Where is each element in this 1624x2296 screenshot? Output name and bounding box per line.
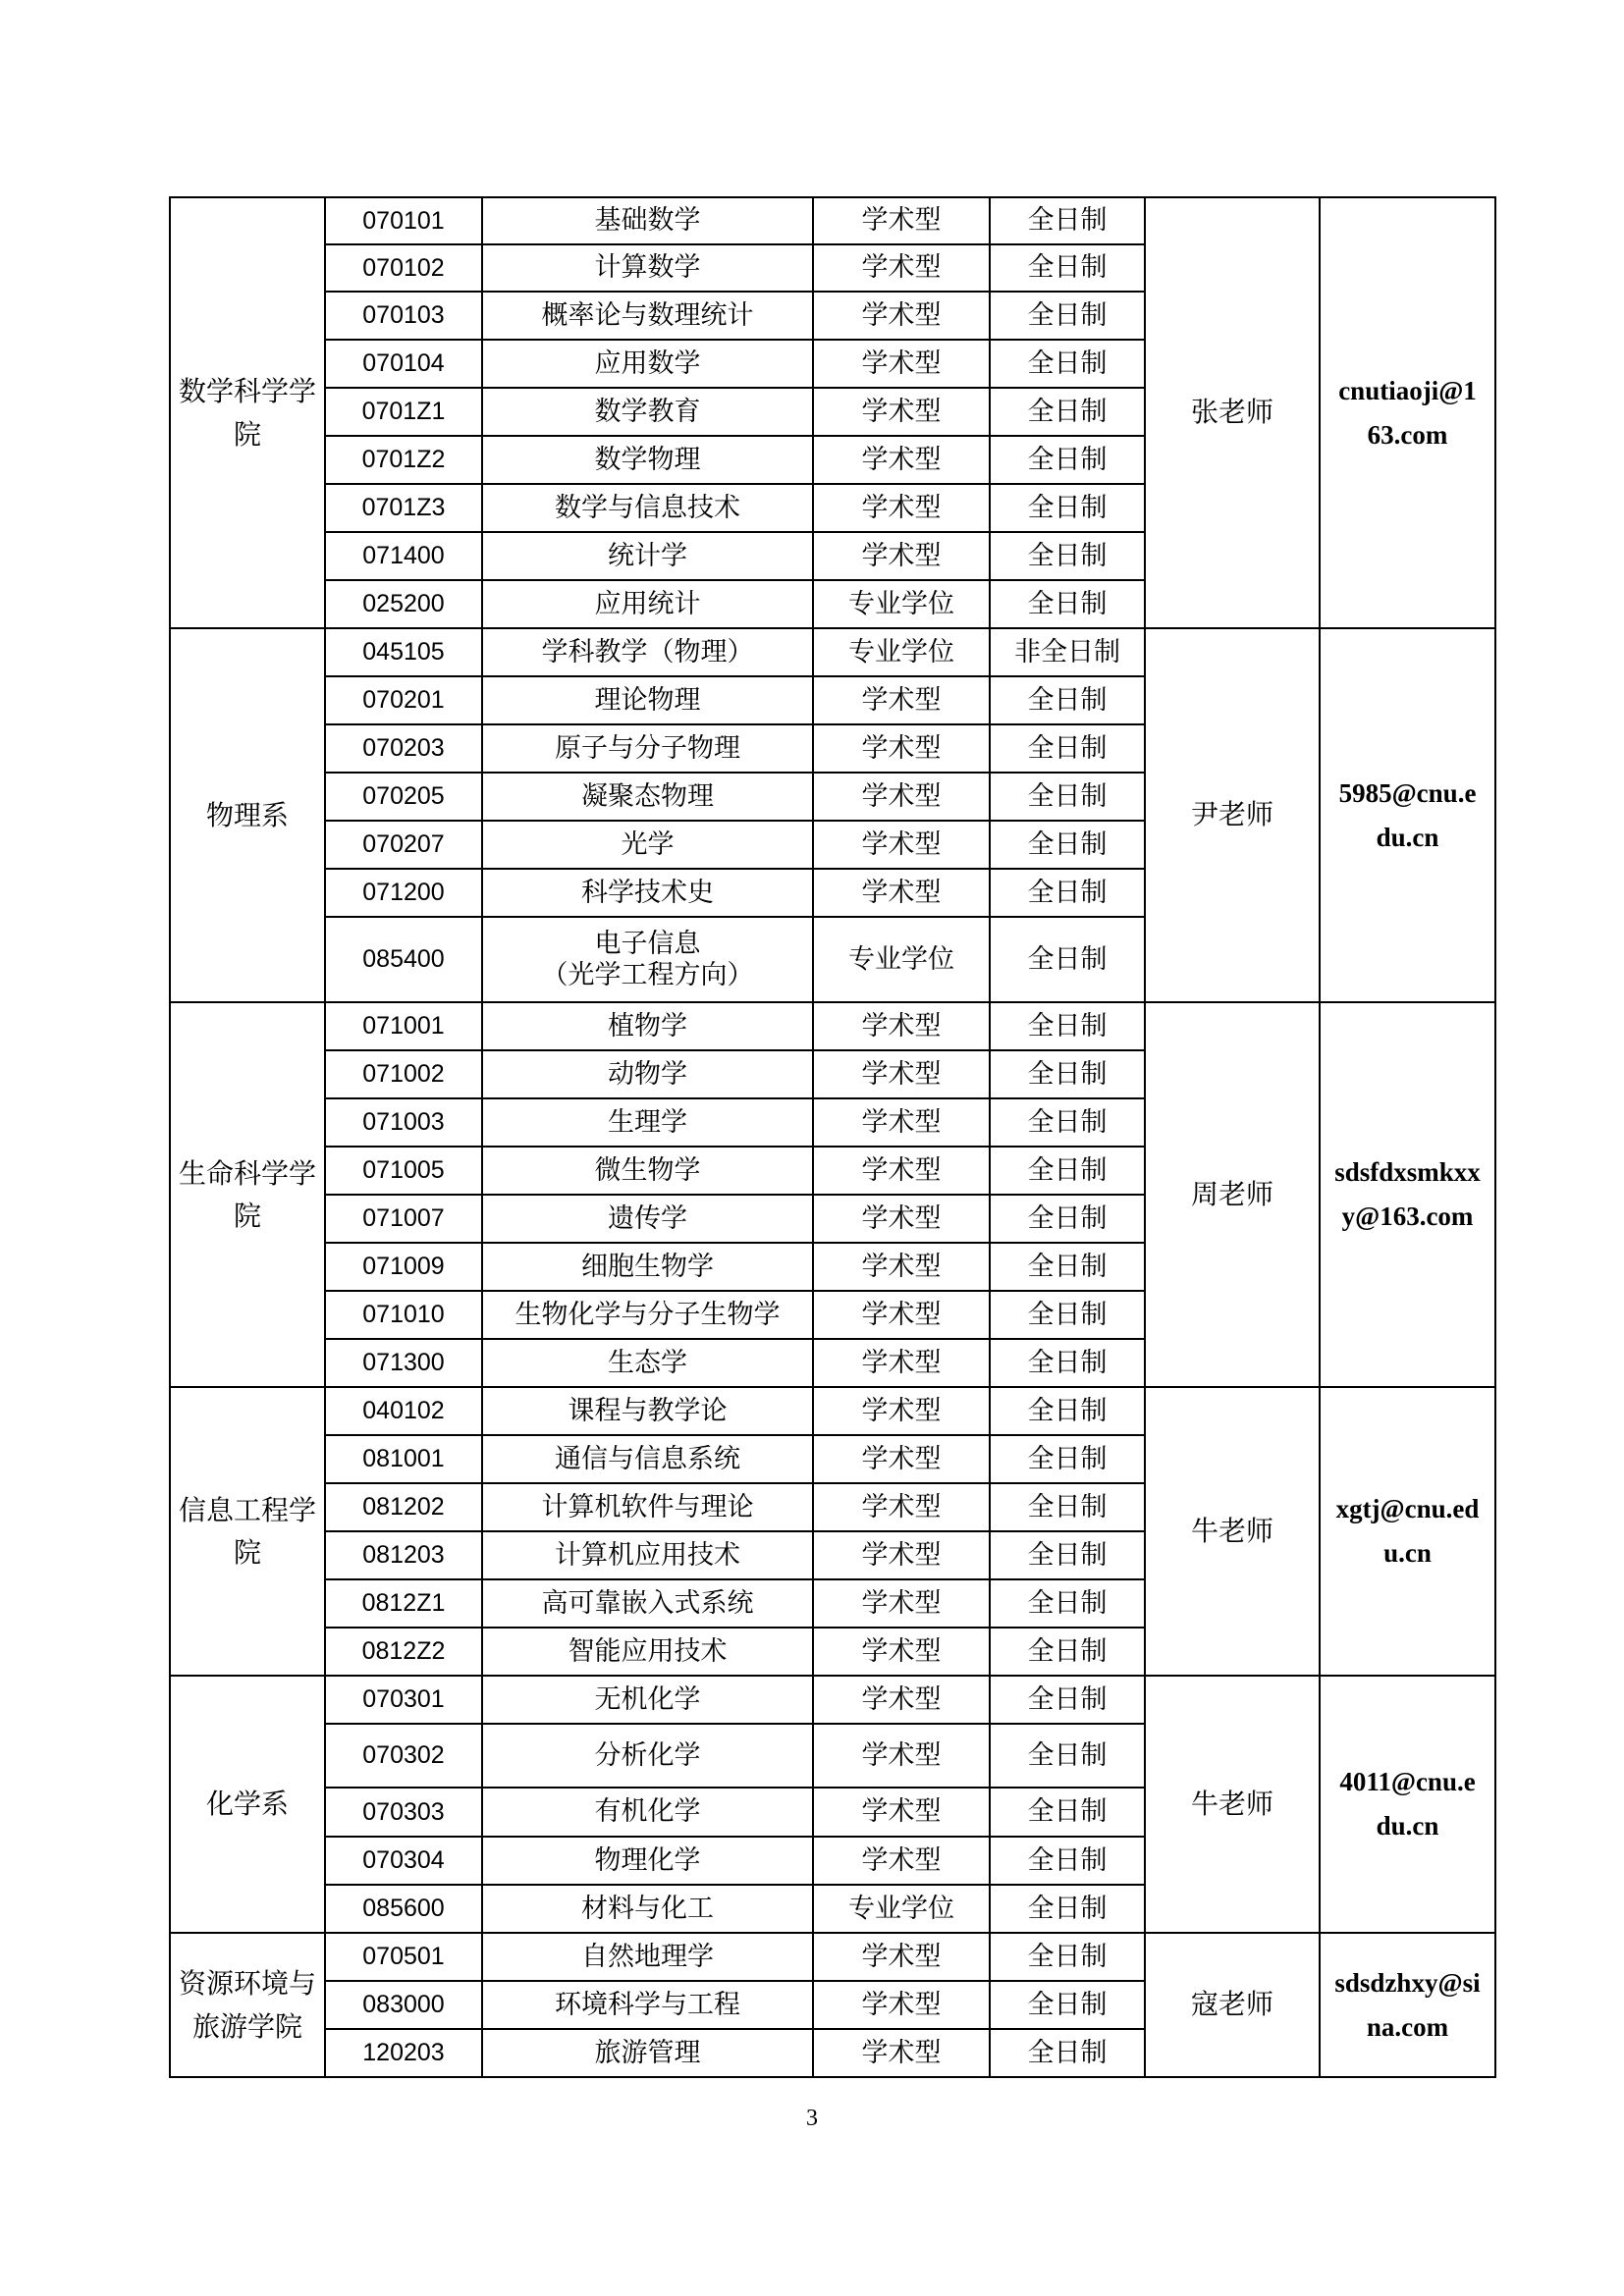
- table-row: [170, 1933, 1495, 1981]
- study-mode-cell: 全日制: [990, 1885, 1145, 1933]
- study-mode-cell: 全日制: [990, 1195, 1145, 1243]
- major-code-cell: 070304: [325, 1837, 482, 1885]
- major-code-cell: 071400: [325, 532, 482, 580]
- contact-teacher-cell: 尹老师: [1145, 628, 1320, 1002]
- degree-type-cell: 学术型: [813, 1981, 990, 2029]
- study-mode-cell: 全日制: [990, 1531, 1145, 1579]
- major-name-cell: 生态学: [482, 1339, 813, 1387]
- degree-type-cell: 学术型: [813, 1788, 990, 1837]
- major-code-cell: 081001: [325, 1435, 482, 1483]
- major-code-cell: 081203: [325, 1531, 482, 1579]
- major-name-cell: 计算数学: [482, 244, 813, 292]
- major-name-cell: 高可靠嵌入式系统: [482, 1579, 813, 1628]
- major-code-cell: 120203: [325, 2029, 482, 2077]
- degree-type-cell: 学术型: [813, 388, 990, 436]
- degree-type-cell: 学术型: [813, 244, 990, 292]
- major-code-cell: 085400: [325, 917, 482, 1002]
- contact-email-cell: sdsdzhxy@sina.com: [1320, 1933, 1495, 2077]
- degree-type-cell: 学术型: [813, 1676, 990, 1724]
- degree-type-cell: 学术型: [813, 292, 990, 340]
- study-mode-cell: 全日制: [990, 1291, 1145, 1339]
- degree-type-cell: 专业学位: [813, 628, 990, 676]
- degree-type-cell: 学术型: [813, 1933, 990, 1981]
- contact-email-cell: sdsfdxsmkxxy@163.com: [1320, 1002, 1495, 1387]
- study-mode-cell: 全日制: [990, 1002, 1145, 1050]
- degree-type-cell: 学术型: [813, 1050, 990, 1098]
- study-mode-cell: 全日制: [990, 917, 1145, 1002]
- major-code-cell: 071009: [325, 1243, 482, 1291]
- major-name-cell: 光学: [482, 821, 813, 869]
- degree-type-cell: 学术型: [813, 724, 990, 773]
- major-code-cell: 070101: [325, 197, 482, 244]
- major-name-cell: 应用统计: [482, 580, 813, 628]
- major-code-cell: 0701Z1: [325, 388, 482, 436]
- major-code-cell: 070501: [325, 1933, 482, 1981]
- study-mode-cell: 全日制: [990, 1387, 1145, 1435]
- degree-type-cell: 学术型: [813, 197, 990, 244]
- major-code-cell: 070102: [325, 244, 482, 292]
- major-name-cell: 动物学: [482, 1050, 813, 1098]
- page-number: 3: [806, 2106, 818, 2131]
- major-name-cell: 基础数学: [482, 197, 813, 244]
- department-cell: 数学科学学院: [170, 197, 325, 628]
- study-mode-cell: 全日制: [990, 532, 1145, 580]
- degree-type-cell: 学术型: [813, 1387, 990, 1435]
- study-mode-cell: 全日制: [990, 1147, 1145, 1195]
- department-cell: 化学系: [170, 1676, 325, 1933]
- contact-email-cell: 5985@cnu.edu.cn: [1320, 628, 1495, 1002]
- major-code-cell: 070104: [325, 340, 482, 388]
- study-mode-cell: 非全日制: [990, 628, 1145, 676]
- contact-teacher-cell: 牛老师: [1145, 1387, 1320, 1676]
- table-row: [170, 1387, 1495, 1435]
- degree-type-cell: 学术型: [813, 484, 990, 532]
- major-code-cell: 071002: [325, 1050, 482, 1098]
- degree-type-cell: 学术型: [813, 340, 990, 388]
- study-mode-cell: 全日制: [990, 340, 1145, 388]
- study-mode-cell: 全日制: [990, 244, 1145, 292]
- major-code-cell: 071001: [325, 1002, 482, 1050]
- table-row: [170, 1002, 1495, 1050]
- degree-type-cell: 专业学位: [813, 917, 990, 1002]
- degree-type-cell: 学术型: [813, 532, 990, 580]
- contact-email-cell: 4011@cnu.edu.cn: [1320, 1676, 1495, 1933]
- study-mode-cell: 全日制: [990, 724, 1145, 773]
- degree-type-cell: 学术型: [813, 1628, 990, 1676]
- major-name-cell: 凝聚态物理: [482, 773, 813, 821]
- major-name-cell: 物理化学: [482, 1837, 813, 1885]
- study-mode-cell: 全日制: [990, 1724, 1145, 1788]
- major-name-cell: 生物化学与分子生物学: [482, 1291, 813, 1339]
- major-name-cell: 自然地理学: [482, 1933, 813, 1981]
- major-name-cell: 理论物理: [482, 676, 813, 724]
- major-code-cell: 040102: [325, 1387, 482, 1435]
- study-mode-cell: 全日制: [990, 1933, 1145, 1981]
- department-cell: 物理系: [170, 628, 325, 1002]
- major-code-cell: 071200: [325, 869, 482, 917]
- major-code-cell: 070205: [325, 773, 482, 821]
- contact-teacher-cell: 张老师: [1145, 197, 1320, 628]
- study-mode-cell: 全日制: [990, 197, 1145, 244]
- major-code-cell: 081202: [325, 1483, 482, 1531]
- major-code-cell: 070303: [325, 1788, 482, 1837]
- study-mode-cell: 全日制: [990, 1098, 1145, 1147]
- major-code-cell: 071010: [325, 1291, 482, 1339]
- major-name-cell: 遗传学: [482, 1195, 813, 1243]
- contact-email-cell: xgtj@cnu.edu.cn: [1320, 1387, 1495, 1676]
- department-cell: 信息工程学院: [170, 1387, 325, 1676]
- degree-type-cell: 学术型: [813, 1579, 990, 1628]
- major-name-cell: 数学物理: [482, 436, 813, 484]
- major-code-cell: 045105: [325, 628, 482, 676]
- major-name-cell: 原子与分子物理: [482, 724, 813, 773]
- degree-type-cell: 学术型: [813, 1724, 990, 1788]
- major-name-cell: 无机化学: [482, 1676, 813, 1724]
- department-cell: 资源环境与旅游学院: [170, 1933, 325, 2077]
- major-name-cell: 环境科学与工程: [482, 1981, 813, 2029]
- degree-type-cell: 学术型: [813, 1243, 990, 1291]
- degree-type-cell: 学术型: [813, 1002, 990, 1050]
- contact-teacher-cell: 牛老师: [1145, 1676, 1320, 1933]
- study-mode-cell: 全日制: [990, 580, 1145, 628]
- study-mode-cell: 全日制: [990, 436, 1145, 484]
- major-code-cell: 071007: [325, 1195, 482, 1243]
- study-mode-cell: 全日制: [990, 869, 1145, 917]
- study-mode-cell: 全日制: [990, 1435, 1145, 1483]
- enrollment-table: [169, 196, 1496, 2078]
- study-mode-cell: 全日制: [990, 1483, 1145, 1531]
- major-name-cell: [482, 917, 813, 1002]
- major-code-cell: 070203: [325, 724, 482, 773]
- table-row: [170, 197, 1495, 244]
- enrollment-table-container: [169, 196, 1496, 2078]
- degree-type-cell: 学术型: [813, 1837, 990, 1885]
- degree-type-cell: 学术型: [813, 821, 990, 869]
- study-mode-cell: 全日制: [990, 292, 1145, 340]
- major-code-cell: 070201: [325, 676, 482, 724]
- major-code-cell: 085600: [325, 1885, 482, 1933]
- degree-type-cell: 学术型: [813, 436, 990, 484]
- major-name-cell: 生理学: [482, 1098, 813, 1147]
- major-name-cell: 旅游管理: [482, 2029, 813, 2077]
- study-mode-cell: 全日制: [990, 1981, 1145, 2029]
- major-code-cell: 0812Z2: [325, 1628, 482, 1676]
- major-name-cell: 微生物学: [482, 1147, 813, 1195]
- major-code-cell: 070103: [325, 292, 482, 340]
- major-name-line: 电子信息: [594, 929, 701, 960]
- major-name-cell: 数学与信息技术: [482, 484, 813, 532]
- study-mode-cell: 全日制: [990, 821, 1145, 869]
- degree-type-cell: 学术型: [813, 1291, 990, 1339]
- major-code-cell: 071300: [325, 1339, 482, 1387]
- study-mode-cell: 全日制: [990, 676, 1145, 724]
- major-code-cell: 070302: [325, 1724, 482, 1788]
- contact-email-cell: cnutiaoji@163.com: [1320, 197, 1495, 628]
- major-name-cell: 统计学: [482, 532, 813, 580]
- contact-teacher-cell: 周老师: [1145, 1002, 1320, 1387]
- study-mode-cell: 全日制: [990, 1579, 1145, 1628]
- major-code-cell: 070207: [325, 821, 482, 869]
- degree-type-cell: 专业学位: [813, 580, 990, 628]
- major-name-cell: 有机化学: [482, 1788, 813, 1837]
- major-code-cell: 0812Z1: [325, 1579, 482, 1628]
- degree-type-cell: 专业学位: [813, 1885, 990, 1933]
- major-name-cell: 计算机应用技术: [482, 1531, 813, 1579]
- major-name-cell: 智能应用技术: [482, 1628, 813, 1676]
- degree-type-cell: 学术型: [813, 1195, 990, 1243]
- study-mode-cell: 全日制: [990, 484, 1145, 532]
- major-code-cell: 070301: [325, 1676, 482, 1724]
- major-code-cell: 0701Z2: [325, 436, 482, 484]
- degree-type-cell: 学术型: [813, 1531, 990, 1579]
- degree-type-cell: 学术型: [813, 1147, 990, 1195]
- degree-type-cell: 学术型: [813, 1435, 990, 1483]
- study-mode-cell: 全日制: [990, 1837, 1145, 1885]
- major-name-cell: 应用数学: [482, 340, 813, 388]
- study-mode-cell: 全日制: [990, 773, 1145, 821]
- major-name-cell: 材料与化工: [482, 1885, 813, 1933]
- study-mode-cell: 全日制: [990, 1628, 1145, 1676]
- major-name-cell: 概率论与数理统计: [482, 292, 813, 340]
- degree-type-cell: 学术型: [813, 1339, 990, 1387]
- study-mode-cell: 全日制: [990, 1050, 1145, 1098]
- major-name-cell: 数学教育: [482, 388, 813, 436]
- degree-type-cell: 学术型: [813, 1483, 990, 1531]
- major-name-cell: 课程与教学论: [482, 1387, 813, 1435]
- degree-type-cell: 学术型: [813, 676, 990, 724]
- major-name-subline: （光学工程方向）: [541, 959, 754, 990]
- degree-type-cell: 学术型: [813, 1098, 990, 1147]
- degree-type-cell: 学术型: [813, 869, 990, 917]
- major-code-cell: 083000: [325, 1981, 482, 2029]
- study-mode-cell: 全日制: [990, 2029, 1145, 2077]
- degree-type-cell: 学术型: [813, 773, 990, 821]
- major-name-cell: 通信与信息系统: [482, 1435, 813, 1483]
- major-code-cell: 025200: [325, 580, 482, 628]
- study-mode-cell: 全日制: [990, 388, 1145, 436]
- contact-teacher-cell: 寇老师: [1145, 1933, 1320, 2077]
- department-cell: 生命科学学院: [170, 1002, 325, 1387]
- study-mode-cell: 全日制: [990, 1243, 1145, 1291]
- major-name-cell: 分析化学: [482, 1724, 813, 1788]
- table-row: [170, 628, 1495, 676]
- major-name-cell: 学科教学（物理）: [482, 628, 813, 676]
- major-code-cell: 071003: [325, 1098, 482, 1147]
- major-code-cell: 0701Z3: [325, 484, 482, 532]
- major-name-cell: 计算机软件与理论: [482, 1483, 813, 1531]
- study-mode-cell: 全日制: [990, 1339, 1145, 1387]
- major-name-cell: 植物学: [482, 1002, 813, 1050]
- table-row: [170, 1676, 1495, 1724]
- study-mode-cell: 全日制: [990, 1676, 1145, 1724]
- major-name-cell: 细胞生物学: [482, 1243, 813, 1291]
- major-code-cell: 071005: [325, 1147, 482, 1195]
- degree-type-cell: 学术型: [813, 2029, 990, 2077]
- major-name-cell: 科学技术史: [482, 869, 813, 917]
- study-mode-cell: 全日制: [990, 1788, 1145, 1837]
